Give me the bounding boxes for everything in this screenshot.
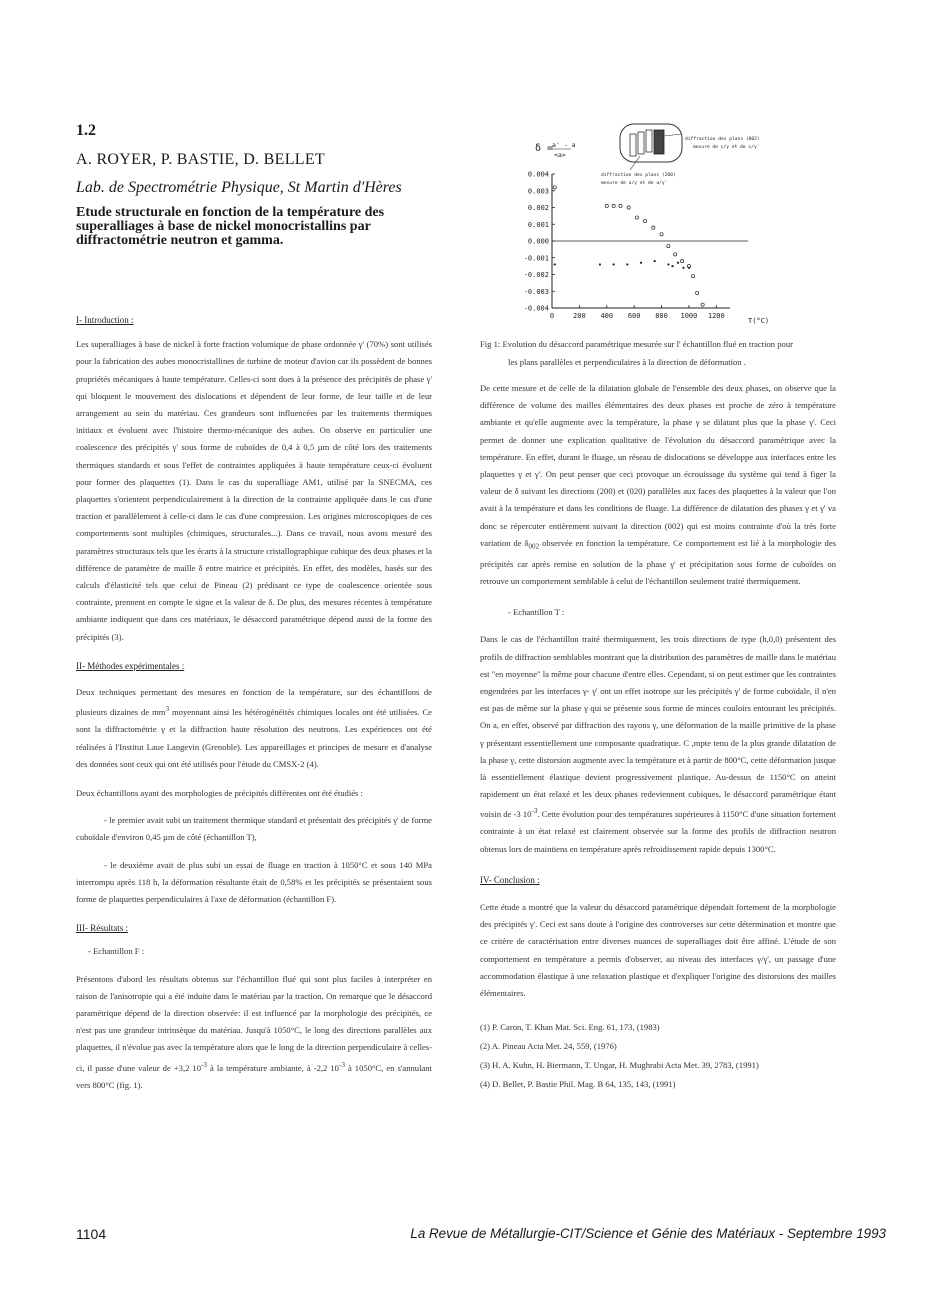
y-tick-label: 0.000	[527, 237, 549, 246]
right-column	[480, 380, 836, 1094]
y-tick-label: -0.003	[523, 287, 549, 296]
data-point-dot	[671, 265, 673, 267]
data-point-open-circle	[627, 206, 630, 209]
data-point-open-circle	[553, 186, 556, 189]
reference-item: (4) D. Bellet, P. Bastie Phil. Mag. B 64, 135, 143, (1991)	[480, 1079, 676, 1090]
intro-heading: I- Introduction :	[76, 315, 134, 325]
x-tick-label: 1000	[680, 312, 698, 320]
y-tick-label: 0.003	[527, 187, 549, 196]
data-point-open-circle	[612, 204, 615, 207]
data-point-open-circle	[605, 204, 608, 207]
reference-item: (2) A. Pineau Acta Met. 24, 559, (1976)	[480, 1041, 617, 1052]
results-heading: III- Résultats :	[76, 923, 128, 934]
x-tick-label: 200	[573, 312, 586, 320]
delta-temperature-chart	[500, 118, 800, 332]
formula-lhs: δ =	[535, 143, 554, 154]
x-tick-label: 1200	[707, 312, 725, 320]
data-point-dot	[667, 263, 669, 265]
x-tick-label: 800	[655, 312, 668, 320]
affiliation: Lab. de Spectrométrie Physique, St Martin d'Hères	[76, 179, 402, 196]
data-point-dot	[688, 267, 690, 269]
y-tick-label: -0.002	[523, 271, 549, 279]
annotation-200-line2: mesure de a/γ et de a/γ'	[601, 181, 668, 186]
right-paragraph-1: De cette mesure et de celle de la dilatation globale de l'ensemble des deux phases, on observe que la différence de volume des mailles élémentaires des deux phases est proche de zéro à température ambiante et qu'elle augmente avec la température, la phase γ se dilatant plus que la phase γ'. Ceci permet de donner une explication qualitative de l'évolution du désaccord paramétrique avec la température. En effet, durant le fluage, un réseau de dislocations se développe aux interfaces entre les plaquettes γ et γ'. On peut penser que ceci provoque un écrouissage du système qui tend à figer la valeur de δ suivant les directions (200) et (020) parallèles aux faces des plaquettes à la valeur que l'on avait à la température et dans les conditions de fluage. La différence de dilatation des phases γ et γ' va donc se répercuter entièrement suivant la direction (002) qui est moins contrainte d'où la très forte variation de $\delta_{002}$ observée en fonction la température. Ce comportement est lié à la morphologie des précipités car après remise en solution de la phase γ' et précipitation sous forme de cuboïdes on retrouve un comportement semblable à celui de l'échantillon seulement traité thermiquement.	[480, 383, 836, 586]
page-number: 1104	[76, 1226, 107, 1242]
data-point-open-circle	[674, 253, 677, 256]
x-tick-label: 0	[549, 312, 555, 320]
formula-numerator: a' - a	[552, 141, 576, 149]
x-tick-label: 600	[627, 312, 641, 320]
section-number: 1.2	[76, 122, 96, 139]
reference-item: (1) P. Caron, T. Khan Mat. Sci. Eng. 61, 173, (1983)	[480, 1022, 660, 1033]
journal-footer: La Revue de Métallurgie-CIT/Science et Génie des Matériaux - Septembre 1993	[410, 1226, 886, 1241]
methods-item-1: - le premier avait subi un traitement thermique standard et présentait des précipités γ' de forme cuboïdale d'environ 0,45 µm de côté (échantillon T),	[76, 815, 432, 843]
data-point-open-circle	[619, 204, 622, 207]
paper-title: Etude structurale en fonction de la température des superalliages à base de nickel monocristallins par diffractométrie neutron et gamma.	[76, 205, 385, 248]
data-point-open-circle	[635, 216, 638, 219]
data-point-open-circle	[652, 226, 655, 229]
intro-text: Les superalliages à base de nickel à forte fraction volumique de phase ordonnée γ' (70%) sont utilisés pour la fabrication des aubes monocristallines de turbine de moteur d'avion car ils possèdent de bonnes propriétés mécaniques à haute température. Celles-ci sont dues à la présence des précipités de phase γ' qui bloquent le mouvement des dislocations et dépendent de leur forme, de leur taille et de leur arrangement au sein du matériau. Ces grandeurs sont influencées par les traitements thermiques initiaux et évoluent avec l'histoire thermo-mécanique des aubes. On observe en particulier une coalescence des précipités γ' sous forme de cuboïdes de 0,4 à 0,5 µm de côté lors des traitements thermiques standards et sous l'effet de contraintes appliquées à haute température ceux-ci évoluent pour former des plaquettes (1). Dans le cas du superalliage AM1, utilisé par la SNECMA, ces plaquettes s'orientent perpendiculairement à la direction de la contrainte appliquée dans le cas d'une traction et parallèlement à celle-ci dans le cas d'une compression. Les origines microscopiques de ces comportements sont multiples (chimiques, structurales...). Dans ce travail, nous avons mesuré des paramètres structuraux tels que les écarts à la structure cristallographique cubique des deux phases et la différence de paramètre de maille δ entre matrice et précipités. En effet, des modèles, basés sur des calculs d'élasticité tels que celui de Pineau (2) prédisant ce type de coalescence orientée sous contrainte, prennent en compte le signe et la valeur de δ. De plus, des mesures récentes à température ambiante indiquent que dans ces matériaux, le désaccord paramétrique dépend aussi de la forme des précipités (3).	[76, 339, 432, 642]
data-point-dot	[613, 263, 615, 265]
data-point-dot	[554, 263, 556, 265]
methods-paragraph-1: Deux techniques permettant des mesures en fonction de la température, sur des échantillons de plusieurs dizaines de $mm^3$ moyennant ainsi les hétérogénéités chimiques locales ont été utilisées. Ce sont la diffractométrie γ et la diffraction haute résolution des neutrons. Les expériences ont été réalisées à l'Institut Laue Langevin (Grenoble). Les appareillages et principes de mesure et d'analyse des données sont ceux qui ont été utilisés pour l'étude du CMSX-2 (4).	[76, 687, 432, 769]
y-tick-label: -0.004	[523, 304, 549, 313]
conclusion-heading: IV- Conclusion :	[480, 874, 540, 885]
data-point-dot	[654, 260, 656, 262]
data-point-open-circle	[691, 275, 694, 278]
authors: A. ROYER, P. BASTIE, D. BELLET	[76, 151, 325, 168]
x-tick-label: 400	[600, 312, 614, 320]
data-point-open-circle	[660, 233, 663, 236]
caption-line-1: Fig 1: Evolution du désaccord paramétrique mesurée sur l' échantillon flué en traction pour	[480, 339, 793, 349]
methods-paragraph-2: Deux échantillons ayant des morphologies de précipités différentes ont été étudiés :	[76, 787, 363, 798]
y-tick-label: 0.001	[527, 220, 549, 229]
y-tick-label: -0.001	[523, 254, 549, 263]
methods-item-2: - le deuxième avait de plus subi un essai de fluage en traction à 1050°C et sous 140 MPa interrompu après 118 h, la déformation résultante était de 0,58% et les précipités se présentaient sous forme de plaquettes perpendiculaires à l'axe de déformation (échantillon F).	[76, 859, 432, 904]
data-point-dot	[640, 262, 642, 264]
y-tick-label: 0.004	[527, 170, 549, 179]
right-paragraph-2: Dans le cas de l'échantillon traité thermiquement, les trois directions de type (h,0,0) présentent des profils de diffraction semblables montrant que la distribution des paramètres de maille dans le matériau est "en moyenne" la même pour chacune d'entre elles. Cependant, si on peut estimer que les contraintes engendrées par les interfaces γ- γ' ont un effet isotrope sur les précipités γ' de forme cuboïdale, il n'en est pas de même sur la phase γ qui se présente sous forme de minces couloirs entourant les précipités. On a, en effet, observé par diffraction des rayons γ, une déformation de la maille primitive de la phase γ présentant essentiellement une composante quadratique. C ,mpte tenu de la plus grande dilatation de la phase γ, cette distorsion augmente avec la température et à partir de 800°C, cette déformation jusque là essentiellement élastique devient progressivement plastique. Au-dessus de 1150°C on atteint rapidement un état relaxé et les deux phases redeviennent cubiques, le désaccord paramétrique étant voisin de -3 $10^{-3}$. Cette évolution pour des températures supérieures à 1150°C d'une situation fortement contrainte à un état relaxé est clairement observée sur la forme des profils de diffraction neutron obtenus lors de maintiens en température après refroidissement rapide depuis 1300°C.	[480, 634, 836, 854]
annotation-200-line1: diffraction des plans (200)	[601, 173, 676, 178]
conclusion-text: Cette étude a montré que la valeur du désaccord paramétrique dépendait fortement de la morphologie des précipités γ'. Ceci est sans doute à l'origine des controverses sur cette détermination et montre que ce critère de caractérisation entre diverses nuances de superalliages doit être affiné. L'étude de son comportement en température a permis d'observer, au niveau des interfaces γ/γ', un passage d'une accommodation élastique à une relaxation plastique et d'expliquer l'origine des distorsions des mailles élémentaires.	[480, 902, 836, 999]
figure-1	[500, 118, 800, 332]
data-point-dot	[682, 267, 684, 269]
data-point-open-circle	[701, 303, 704, 306]
annotation-002-line1: diffraction des plans (002)	[685, 137, 760, 142]
data-point-open-circle	[696, 291, 699, 294]
caption-line-2: les plans parallèles et perpendiculaires à la direction de déformation .	[508, 356, 746, 367]
figure-caption	[480, 336, 836, 371]
annotation-002-line2: mesure de c/γ et de c/γ'	[693, 145, 760, 150]
data-point-open-circle	[667, 244, 670, 247]
data-point-dot	[599, 263, 601, 265]
data-point-dot	[626, 263, 628, 265]
references-list	[480, 1018, 836, 1094]
results-paragraph: Présentons d'abord les résultats obtenus sur l'échantillon flué qui sont plus faciles à interpréter en raison de l'anisotropie qui a été induite dans le matériau par la traction. On remarque que le désaccord paramétrique dépend de la direction observée: il est influencé par la morphologie des précipités, ce n'est pas une grandeur intrinsèque du matériau. Jusqu'à 1050°C, le long des directions parallèles aux plaquettes, il n'évolue pas avec la température alors que le long de la direction perpendiculaire à celles-ci, il passe d'une valeur de +3,2 $10^{-3}$ à la température ambiante, à -2,2 $10^{-3}$ à 1050°C, en s'annulant vers 800°C (fig. 1).	[76, 973, 432, 1090]
data-point-open-circle	[644, 219, 647, 222]
methods-heading: II- Méthodes expérimentales :	[76, 660, 185, 671]
x-axis-label: T(°C)	[748, 317, 770, 325]
specimen-illustration-icon	[620, 124, 682, 170]
results-subheading-f: - Echantillon F :	[88, 946, 145, 957]
y-tick-label: 0.002	[527, 204, 549, 212]
left-column	[76, 312, 432, 1094]
results-subheading-t: - Echantillon T :	[508, 607, 565, 618]
reference-item: (3) H. A. Kuhn, H. Biermann, T. Ungar, H. Mughrabi Acta Met. 39, 2783, (1991)	[480, 1060, 759, 1071]
formula-denominator: <a>	[554, 151, 566, 159]
data-point-open-circle	[680, 260, 683, 263]
data-point-dot	[677, 262, 679, 264]
